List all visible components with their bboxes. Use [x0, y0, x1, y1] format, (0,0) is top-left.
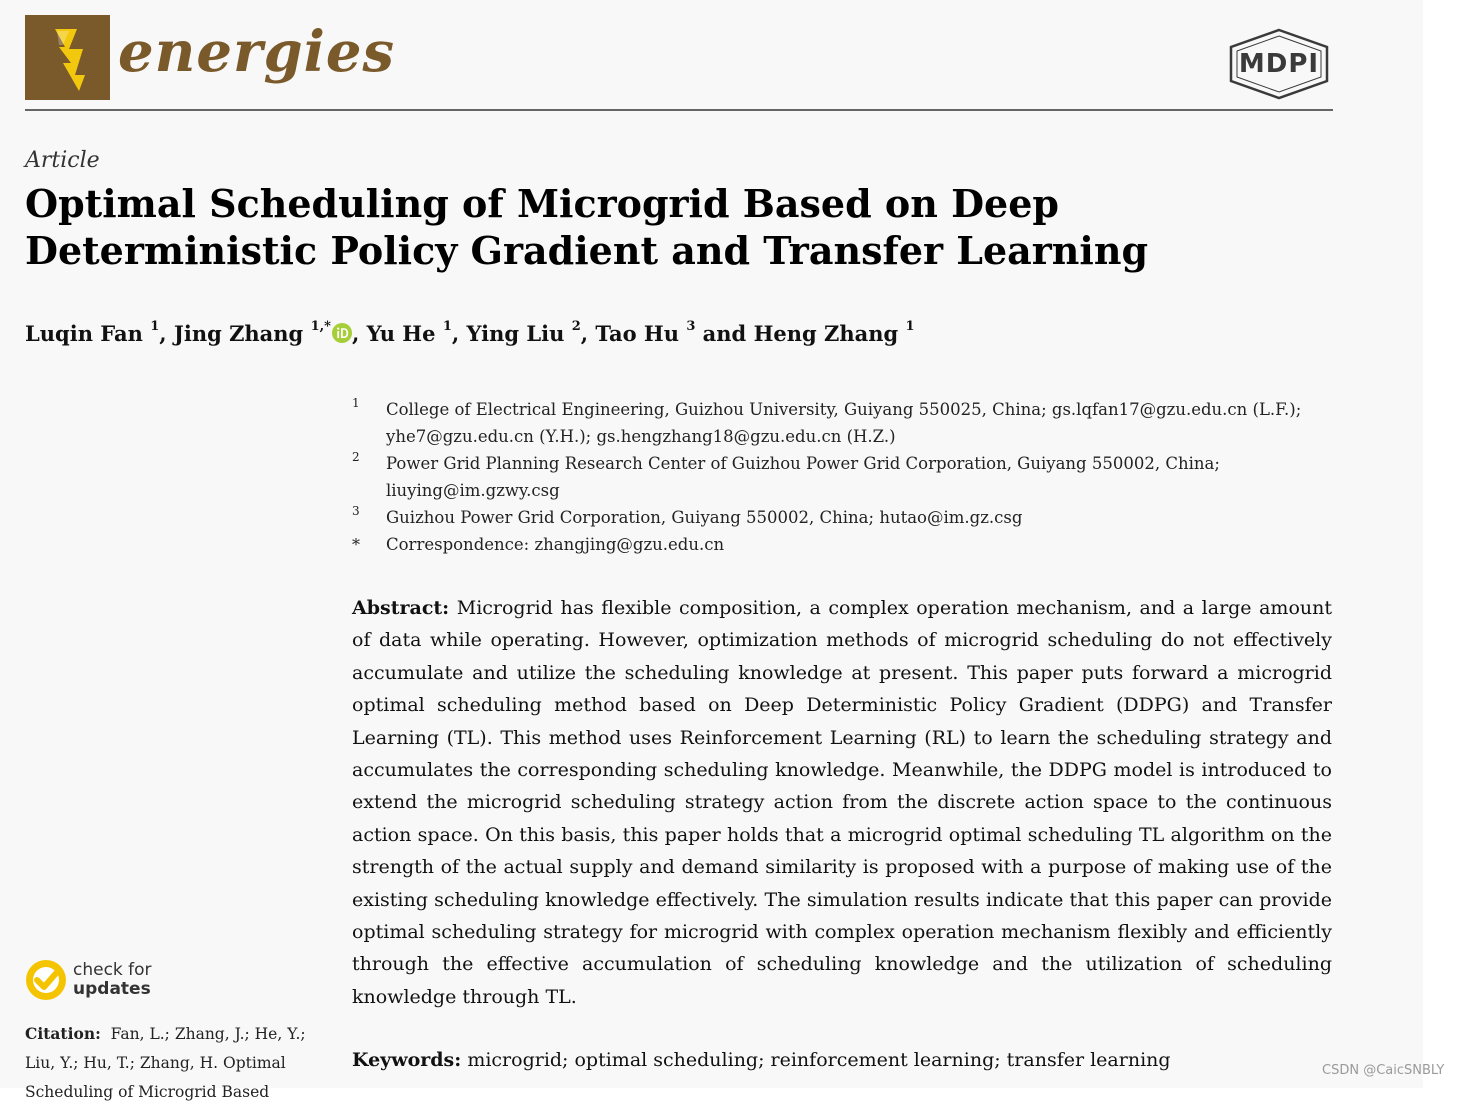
citation-text: Fan, L.; Zhang, J.; He, Y.; Liu, Y.; Hu, T.; Zhang, H. Optimal Scheduling of Microgrid Based: [25, 1025, 306, 1101]
author-name: Ying Liu: [466, 321, 565, 346]
affiliation-marker: 2: [352, 450, 360, 464]
paper-title: Optimal Scheduling of Microgrid Based on Deep Deterministic Policy Gradient and Transfer Learning: [25, 181, 1149, 273]
affiliation-item: [352, 531, 1342, 558]
affiliation-item: [352, 396, 1342, 450]
header-divider: [25, 109, 1333, 111]
keywords-text: microgrid; optimal scheduling; reinforcement learning; transfer learning: [467, 1049, 1171, 1071]
affiliation-text: College of Electrical Engineering, Guizhou University, Guiyang 550025, China; gs.lqfan17@gzu.edu.cn (L.F.); yhe7@gzu.edu.cn (Y.H.); gs.hengzhang18@gzu.edu.cn (H.Z.): [386, 400, 1302, 446]
publisher-name: MDPI: [1238, 49, 1320, 79]
journal-name: energies: [118, 19, 396, 85]
author-affiliation-marker: 1: [150, 319, 160, 334]
abstract-text: Microgrid has flexible composition, a complex operation mechanism, and a large amount of data while operating. However, optimization methods of microgrid scheduling do not effectively accumulate and utilize the scheduling knowledge at present. This paper puts forward a microgrid optimal scheduling method based on Deep Deterministic Policy Gradient (DDPG) and Transfer Learning (TL). This method uses Reinforcement Learning (RL) to learn the scheduling strategy and accumulates the corresponding scheduling knowledge. Meanwhile, the DDPG model is introduced to extend the microgrid scheduling strategy action from the discrete action space to the continuous action space. On this basis, this paper holds that a microgrid optimal scheduling TL algorithm on the strength of the actual supply and demand similarity is proposed with a purpose of making use of the existing scheduling knowledge effectively. The simulation results indicate that this paper can provide optimal scheduling strategy for microgrid with complex operation mechanism flexibly and efficiently through the effective accumulation of scheduling knowledge and the utilization of scheduling knowledge through TL.: [352, 597, 1332, 1008]
watermark: CSDN @CaicSNBLY: [1322, 1063, 1445, 1078]
affiliation-text: Correspondence: zhangjing@gzu.edu.cn: [386, 535, 725, 554]
lightning-logo-icon: [25, 15, 110, 100]
affiliations: [352, 396, 1342, 558]
author-separator: and: [695, 321, 754, 346]
check-mark-icon: [25, 959, 67, 1005]
author-separator: ,: [159, 321, 174, 346]
author-name: Yu He: [366, 321, 436, 346]
check-updates-line2: updates: [73, 979, 151, 999]
affiliation-item: [352, 450, 1342, 504]
keywords: [352, 1044, 1332, 1076]
affiliation-marker: 1: [352, 396, 360, 410]
author-affiliation-marker: 2: [571, 319, 581, 334]
author-name: Tao Hu: [595, 321, 680, 346]
author-name: Jing Zhang: [173, 321, 304, 346]
author-affiliation-marker: 1: [442, 319, 452, 334]
mdpi-logo-icon: [1226, 28, 1332, 100]
affiliation-item: [352, 504, 1342, 531]
affiliation-marker: *: [352, 535, 360, 554]
affiliation-text: Guizhou Power Grid Corporation, Guiyang 550002, China; hutao@im.gz.csg: [386, 508, 1023, 527]
author-list: [25, 318, 915, 350]
orcid-icon[interactable]: [332, 320, 352, 340]
check-for-updates-badge[interactable]: [25, 958, 185, 1004]
author-affiliation-marker: 1: [905, 319, 915, 334]
author-affiliation-marker: 1,*: [310, 319, 331, 334]
author-affiliation-marker: 3: [686, 319, 696, 334]
affiliation-marker: 3: [352, 504, 360, 518]
check-updates-line1: check for: [73, 960, 152, 980]
citation-label: Citation:: [25, 1024, 101, 1043]
author-separator: ,: [351, 321, 367, 346]
article-type: Article: [25, 148, 100, 173]
author-name: Heng Zhang: [753, 321, 899, 346]
keywords-label: Keywords:: [352, 1049, 462, 1071]
author-name: Luqin Fan: [25, 321, 143, 346]
abstract: [352, 592, 1332, 1013]
abstract-label: Abstract:: [352, 597, 450, 619]
affiliation-text: Power Grid Planning Research Center of Guizhou Power Grid Corporation, Guiyang 550002, China; liuying@im.gzwy.csg: [386, 454, 1220, 500]
citation: [25, 1019, 320, 1107]
author-separator: ,: [451, 321, 467, 346]
author-separator: ,: [580, 321, 596, 346]
